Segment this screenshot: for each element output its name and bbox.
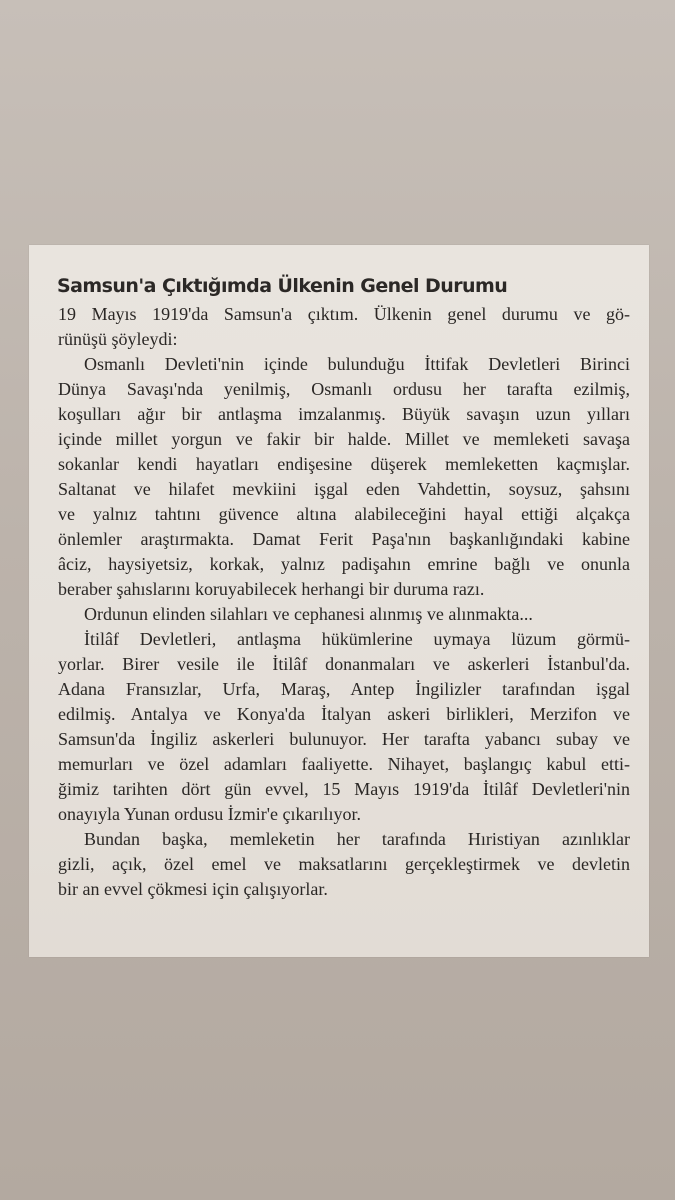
text-line: beraber şahıslarını koruyabilecek herhangi bir duruma razı. bbox=[58, 579, 485, 599]
text-line: memurları ve özel adamları faaliyette. Nihayet, başlangıç kabul etti- bbox=[58, 754, 630, 774]
text-line: Bundan başka, memleketin her tarafında Hıristiyan azınlıklar bbox=[84, 829, 630, 849]
text-line: önlemler araştırmakta. Damat Ferit Paşa'nın başkanlığındaki kabine bbox=[58, 529, 630, 549]
text-line: içinde millet yorgun ve fakir bir halde. Millet ve memleketi savaşa bbox=[58, 429, 630, 449]
text-line: Osmanlı Devleti'nin içinde bulunduğu İttifak Devletleri Birinci bbox=[84, 354, 630, 374]
text-line: Ordunun elinden silahları ve cephanesi alınmış ve alınmakta... bbox=[84, 604, 533, 624]
text-line: yorlar. Birer vesile ile İtilâf donanmaları ve askerleri İstanbul'da. bbox=[58, 654, 630, 674]
text-line: Saltanat ve hilafet mevkiini işgal eden Vahdettin, soysuz, şahsını bbox=[58, 479, 630, 499]
text-line: âciz, haysiyetsiz, korkak, yalnız padişahın emrine bağlı ve onunla bbox=[58, 554, 630, 574]
text-line: İtilâf Devletleri, antlaşma hükümlerine uymaya lüzum görmü- bbox=[84, 629, 630, 649]
text-line: onayıyla Yunan ordusu İzmir'e çıkarılıyor. bbox=[58, 804, 361, 824]
text-line: edilmiş. Antalya ve Konya'da İtalyan askeri birlikleri, Merzifon ve bbox=[58, 704, 630, 724]
text-line: koşulları ağır bir antlaşma imzalanmış. Büyük savaşın uzun yılları bbox=[58, 404, 630, 424]
book-page-photo bbox=[29, 245, 649, 957]
text-line: ve yalnız tahtını güvence altına alabileceğini hayal ettiği alçakça bbox=[58, 504, 630, 524]
text-line: rünüşü şöyleydi: bbox=[58, 329, 178, 349]
text-line: gizli, açık, özel emel ve maksatlarını gerçekleştirmek ve devletin bbox=[58, 854, 630, 874]
text-line: bir an evvel çökmesi için çalışıyorlar. bbox=[58, 879, 328, 899]
text-line: ğimiz tarihten dört gün evvel, 15 Mayıs 1919'da İtilâf Devletleri'nin bbox=[58, 779, 630, 799]
text-line: Adana Fransızlar, Urfa, Maraş, Antep İngilizler tarafından işgal bbox=[58, 679, 630, 699]
text-line: Dünya Savaşı'nda yenilmiş, Osmanlı ordusu her tarafta ezilmiş, bbox=[58, 379, 630, 399]
section-heading: Samsun'a Çıktığımda Ülkenin Genel Durumu bbox=[57, 275, 508, 297]
text-line: Samsun'da İngiliz askerleri bulunuyor. Her tarafta yabancı subay ve bbox=[58, 729, 630, 749]
text-line: sokanlar kendi hayatları endişesine düşerek memleketten kaçmışlar. bbox=[58, 454, 630, 474]
body-text bbox=[58, 302, 630, 902]
text-line: 19 Mayıs 1919'da Samsun'a çıktım. Ülkenin genel durumu ve gö- bbox=[58, 304, 630, 324]
